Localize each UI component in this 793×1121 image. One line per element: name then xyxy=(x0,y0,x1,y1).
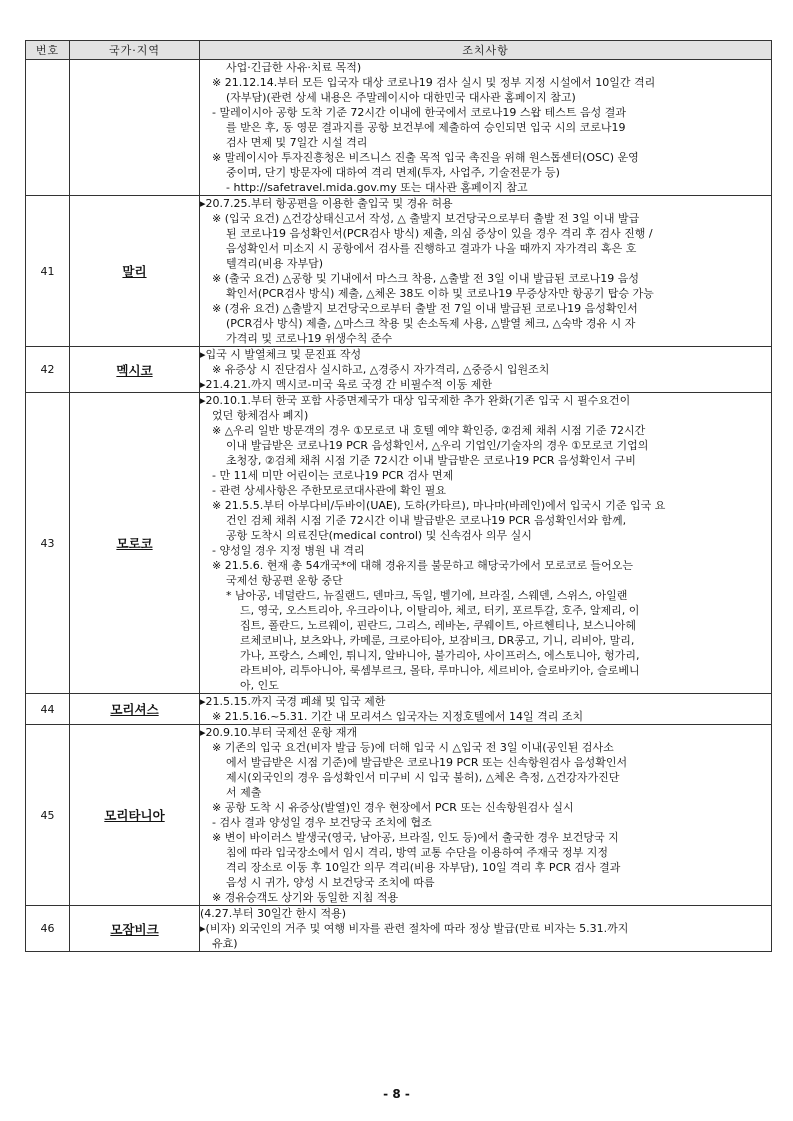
page-number: - 8 - xyxy=(383,1087,410,1101)
table-body xyxy=(26,60,772,952)
measure-line: ▸20.9.10.부터 국제선 운항 재개 xyxy=(200,726,358,739)
measure-line: ※ 21.5.6. 현재 총 54개국*에 대해 경유지를 불문하고 해당국가에서 모로코로 들어오는 xyxy=(212,559,633,572)
measure-line: ▸20.7.25.부터 항공편을 이용한 출입국 및 경유 허용 xyxy=(200,197,453,210)
measure-cell xyxy=(200,906,772,952)
measure-line: ※ 21.12.14.부터 모든 입국자 대상 코로나19 검사 실시 및 정부 지정 시설에서 10일간 격리 xyxy=(212,76,656,89)
measure-line: ※ (경유 요건) △출발지 보건당국으로부터 출발 전 7일 이내 발급된 코로나19 음성확인서 xyxy=(212,302,638,315)
country-name: 모로코 xyxy=(70,393,200,694)
measure-line: * 남아공, 네덜란드, 뉴질랜드, 덴마크, 독일, 벨기에, 브라질, 스웨덴, 스위스, 아일랜 xyxy=(226,589,628,602)
measure-line: 가나, 프랑스, 스페인, 튀니지, 알바니아, 불가리아, 사이프러스, 에스토니아, 헝가리, xyxy=(240,649,640,662)
header-num: 번호 xyxy=(26,41,70,60)
measure-line: ※ 21.5.16.~5.31. 기간 내 모리셔스 입국자는 지정호텔에서 14일 격리 조치 xyxy=(212,710,584,723)
measure-line: - http://safetravel.mida.gov.my 또는 대사관 홈페이지 참고 xyxy=(226,181,528,194)
measure-line: ※ 21.5.5.부터 아부다비/두바이(UAE), 도하(카타르), 마나마(바레인)에서 입국시 기준 입국 요 xyxy=(212,499,666,512)
row-number: 44 xyxy=(26,694,70,725)
measure-line: 사업·긴급한 사유·치료 목적) xyxy=(226,61,362,74)
table-row xyxy=(26,60,772,196)
row-number: 45 xyxy=(26,725,70,906)
measure-cell xyxy=(200,393,772,694)
measure-line: 음성 시 귀가, 양성 시 보건당국 조치에 따름 xyxy=(226,876,435,889)
table-row xyxy=(26,694,772,725)
measure-line: ※ 공항 도착 시 유증상(발열)인 경우 현장에서 PCR 또는 신속항원검사 실시 xyxy=(212,801,574,814)
measure-line: 확인서(PCR검사 방식) 제출, △체온 38도 이하 및 코로나19 무증상자만 항공기 탑승 가능 xyxy=(226,287,654,300)
country-name: 모리셔스 xyxy=(70,694,200,725)
measure-line: ※ 유증상 시 진단검사 실시하고, △경증시 자가격리, △중증시 입원조치 xyxy=(212,363,550,376)
measure-line: 집트, 폴란드, 노르웨이, 핀란드, 그리스, 레바논, 쿠웨이트, 아르헨티나, 보스니아헤 xyxy=(240,619,636,632)
measure-line: ※ (출국 요건) △공항 및 기내에서 마스크 착용, △출발 전 3일 이내 발급된 코로나19 음성 xyxy=(212,272,639,285)
measure-cell xyxy=(200,725,772,906)
measure-line: 이내 발급받은 코로나19 PCR 음성확인서, △우리 기업인/기술자의 경우 ①모로코 기업의 xyxy=(226,439,649,452)
row-number: 42 xyxy=(26,347,70,393)
measure-line: 서 제출 xyxy=(226,786,262,799)
measure-line: 된 코로나19 음성확인서(PCR검사 방식) 제출, 의심 증상이 있을 경우 격리 후 검사 진행 / xyxy=(226,227,653,240)
measure-line: - 양성일 경우 지정 병원 내 격리 xyxy=(212,544,365,557)
measure-cell xyxy=(200,694,772,725)
measure-line: ※ 기존의 입국 요건(비자 발급 등)에 더해 입국 시 △입국 전 3일 이내(공인된 검사소 xyxy=(212,741,614,754)
table-row xyxy=(26,196,772,347)
measure-line: 건인 검체 채취 시점 기준 72시간 이내 발급받은 코로나19 PCR 음성확인서와 함께, xyxy=(226,514,627,527)
measure-line: 중이며, 단기 방문자에 대하여 격리 면제(투자, 사업주, 기술전문가 등) xyxy=(226,166,560,179)
measure-line: ※ △우리 일반 방문객의 경우 ①모로코 내 호텔 예약 확인증, ②검체 채취 시점 기준 72시간 xyxy=(212,424,646,437)
measure-line: 검사 면제 및 7일간 시설 격리 xyxy=(226,136,368,149)
measure-line: - 만 11세 미만 어린이는 코로나19 PCR 검사 면제 xyxy=(212,469,454,482)
measure-line: ※ 변이 바이러스 발생국(영국, 남아공, 브라질, 인도 등)에서 출국한 경우 보건당국 지 xyxy=(212,831,619,844)
measure-line: - 관련 상세사항은 주한모로코대사관에 확인 필요 xyxy=(212,484,446,497)
measure-line: ▸(비자) 외국인의 거주 및 여행 비자를 관련 절차에 따라 정상 발급(만료 비자는 5.31.까지 xyxy=(200,922,629,935)
measures-table xyxy=(25,40,772,952)
measure-line: 음성확인서 미소지 시 공항에서 검사를 진행하고 결과가 나올 때까지 자가격리 혹은 호 xyxy=(226,242,637,255)
table-row xyxy=(26,347,772,393)
country-name: 멕시코 xyxy=(70,347,200,393)
measure-line: 라트비아, 리투아니아, 룩셈부르크, 몰타, 루마니아, 세르비아, 슬로바키아, 슬로베니 xyxy=(240,664,640,677)
measure-line: 제시(외국인의 경우 음성확인서 미구비 시 입국 불허), △체온 측정, △건강자가진단 xyxy=(226,771,620,784)
measure-line: ※ (입국 요건) △건강상태신고서 작성, △ 출발지 보건당국으로부터 출발 전 3일 이내 발급 xyxy=(212,212,640,225)
measure-cell xyxy=(200,347,772,393)
table-row xyxy=(26,906,772,952)
measure-cell xyxy=(200,196,772,347)
country-name: 말리 xyxy=(70,196,200,347)
country-name: 모리타니아 xyxy=(70,725,200,906)
header-measure: 조치사항 xyxy=(200,41,772,60)
measure-line: ▸입국 시 발열체크 및 문진표 작성 xyxy=(200,348,362,361)
measure-line: 초청장, ②검체 채취 시점 기준 72시간 이내 발급받은 코로나19 PCR 음성확인서 구비 xyxy=(226,454,636,467)
measure-line: 아, 인도 xyxy=(240,679,279,692)
measure-line: 공항 도착시 의료진단(medical control) 및 신속검사 의무 실시 xyxy=(226,529,532,542)
measure-line: 국제선 항공편 운항 중단 xyxy=(226,574,343,587)
measure-cell xyxy=(200,60,772,196)
measure-line: ▸21.5.15.까지 국경 폐쇄 및 입국 제한 xyxy=(200,695,386,708)
measure-line: 를 받은 후, 동 영문 결과지를 공항 보건부에 제출하여 승인되면 입국 시의 코로나19 xyxy=(226,121,626,134)
row-number: 46 xyxy=(26,906,70,952)
measure-line: ▸20.10.1.부터 한국 포함 사증면제국가 대상 입국제한 추가 완화(기존 입국 시 필수요건이 xyxy=(200,394,631,407)
row-number: 43 xyxy=(26,393,70,694)
measure-line: (PCR검사 방식) 제출, △마스크 착용 및 손소독제 사용, △발열 체크, △숙박 경유 시 자 xyxy=(226,317,636,330)
table-row xyxy=(26,393,772,694)
header-country: 국가·지역 xyxy=(70,41,200,60)
measure-line: 격리 장소로 이동 후 10일간 의무 격리(비용 자부담), 10일 격리 후 PCR 검사 결과 xyxy=(226,861,621,874)
row-number: 41 xyxy=(26,196,70,347)
measure-line: - 말레이시아 공항 도착 기준 72시간 이내에 한국에서 코로나19 스왑 테스트 음성 결과 xyxy=(212,106,626,119)
measure-line: 유효) xyxy=(212,937,238,950)
measure-line: (4.27.부터 30일간 한시 적용) xyxy=(200,907,347,920)
country-name: 모잠비크 xyxy=(70,906,200,952)
measure-line: 에서 발급받은 시점 기준)에 발급받은 코로나19 PCR 또는 신속항원검사 음성확인서 xyxy=(226,756,628,769)
measure-line: ▸21.4.21.까지 멕시코-미국 육로 국경 간 비필수적 이동 제한 xyxy=(200,378,492,391)
measure-line: 었던 항체검사 폐지) xyxy=(212,409,309,422)
measure-line: 침에 따라 입국장소에서 임시 격리, 방역 교통 수단을 이용하여 주재국 정부 지정 xyxy=(226,846,608,859)
measure-line: (자부담)(관련 상세 내용은 주말레이시아 대한민국 대사관 홈페이지 참고) xyxy=(226,91,576,104)
row-number xyxy=(26,60,70,196)
measure-line: 드, 영국, 오스트리아, 우크라이나, 이탈리아, 체코, 터키, 포르투갈, 호주, 알제리, 이 xyxy=(240,604,640,617)
measure-line: - 검사 결과 양성일 경우 보건당국 조치에 협조 xyxy=(212,816,432,829)
table-row xyxy=(26,725,772,906)
measure-line: ※ 경유승객도 상기와 동일한 지침 적용 xyxy=(212,891,399,904)
table-header-row xyxy=(26,41,772,60)
country-name xyxy=(70,60,200,196)
measure-line: 가격리 및 코로나19 위생수칙 준수 xyxy=(226,332,393,345)
measure-line: ※ 말레이시아 투자진흥청은 비즈니스 진출 목적 입국 촉진을 위해 원스톱센터(OSC) 운영 xyxy=(212,151,639,164)
measure-line: 텔격리(비용 자부담) xyxy=(226,257,324,270)
measure-line: 르체코비나, 보츠와나, 카메룬, 크로아티아, 보잠비크, DR콩고, 기니, 리비아, 말리, xyxy=(240,634,635,647)
